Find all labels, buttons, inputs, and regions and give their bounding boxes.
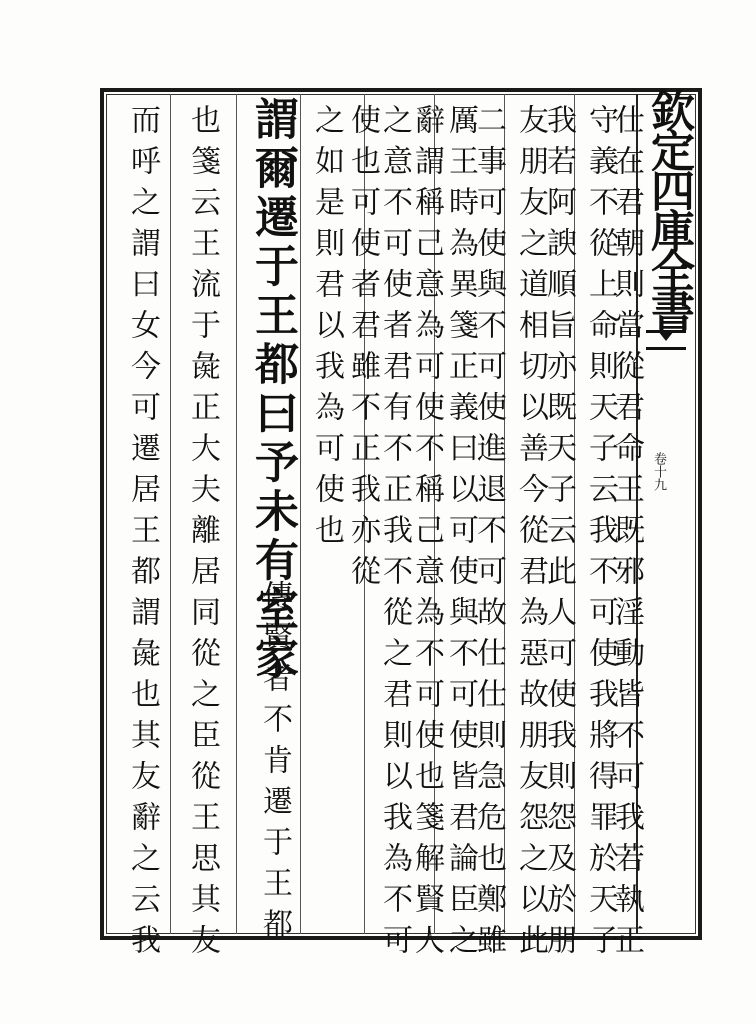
text-column-7: 辭謂稱己意為可使不稱己意為不可使也箋解賢人 [409, 104, 444, 965]
text-column-2: 守義不從上命則天子云我不可使我將得罪於天子 [583, 104, 618, 965]
column-rule [236, 94, 237, 934]
text-column-14: 而呼之謂曰女今可遷居王都謂彘也其友辭之云我 [125, 104, 160, 965]
text-column-4: 友朋友之道相切以善今從君為惡故朋友怨之以此 [513, 104, 548, 965]
column-rule [170, 94, 171, 934]
text-column-13: 也箋云王流于彘正大夫離居同從之臣從王思其友 [185, 104, 220, 965]
verse-heading: 謂爾遷于王都曰予未有室家 [247, 96, 298, 684]
text-column-10: 之如是則君以我為可使也 [309, 104, 344, 555]
column-rule [300, 94, 301, 934]
text-column-6: 厲王時為異箋正義曰以可使與不可使皆君論臣之 [443, 104, 478, 965]
text-column-8: 之意不可使者君有不正我不從之君則以我為不可 [377, 104, 412, 965]
volume-label: 卷十九 [651, 452, 666, 491]
fish-tail-mark [646, 330, 686, 350]
text-column-5: 二事可使與不可使進退不可故仕仕則急危也鄭雖 [471, 104, 506, 965]
book-title: 欽定四庫全書 [643, 88, 694, 328]
text-column-9: 使也可使者君雖不正我亦從 [345, 104, 380, 596]
text-column-12: 傳賢者不肯遷于王都 [257, 580, 292, 949]
text-column-1: 仕在君朝則當從君命王既邪淫動皆不可我若執正 [609, 104, 644, 965]
text-column-3: 我若阿諛順旨亦既天子云此人可使我則怨及於朋 [541, 104, 576, 965]
